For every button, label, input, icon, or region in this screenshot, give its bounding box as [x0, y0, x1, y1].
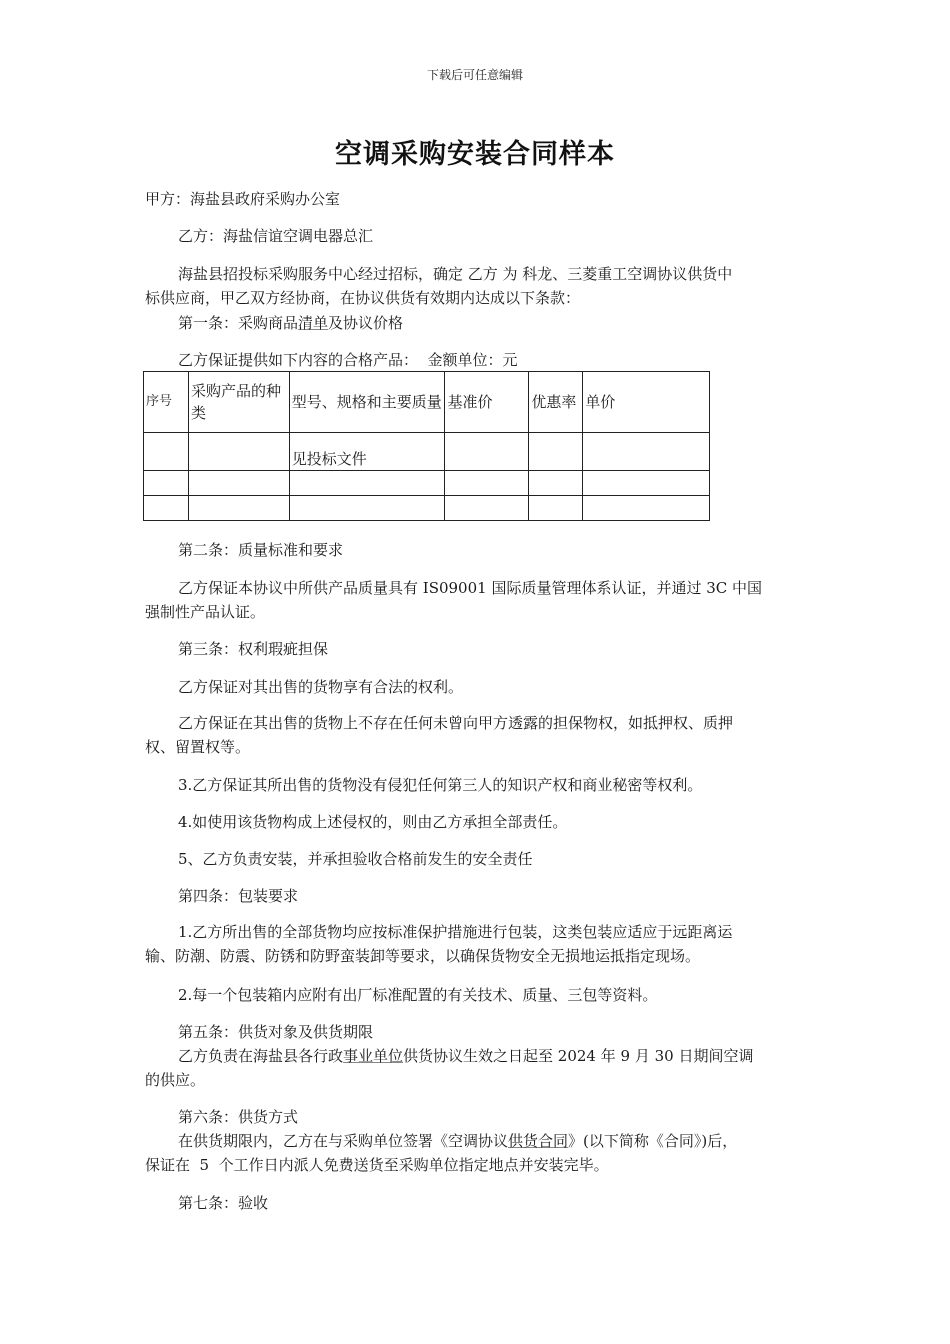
header-cell: 单价 [583, 372, 710, 433]
article-5-line-2: 的供应。 [145, 1071, 206, 1089]
article-6-text: 在供货期限内，乙方在与采购单位签署《空调协议 [178, 1132, 509, 1150]
table-cell [144, 496, 189, 521]
header-cell: 型号、规格和主要质量 [289, 372, 445, 433]
article-1-heading [178, 311, 810, 335]
table-cell [144, 471, 189, 496]
article-3-paragraph-3: 3.乙方保证其所出售的货物没有侵犯任何第三人的知识产权和商业秘密等权利。 [178, 776, 703, 794]
table-row [144, 433, 710, 471]
table-cell [583, 433, 710, 471]
article-6-line-2: 保证在 5 个工作日内派人免费送货至采购单位指定地点并安装完毕。 [145, 1156, 609, 1174]
header-cell: 优惠率 [529, 372, 583, 433]
article-4-paragraph-2: 2.每一个包装箱内应附有出厂标准配置的有关技术、质量、三包等资料。 [178, 986, 658, 1004]
article-5-heading: 第五条：供货对象及供货期限 [178, 1023, 374, 1041]
products-table [143, 371, 710, 521]
article-2-heading: 第二条：质量标准和要求 [178, 541, 344, 559]
article-5-text-after: 供货协议生效之日起至 2024 年 9 月 30 日期间空调 [403, 1047, 754, 1065]
article-3-p2-line-2: 权、留置权等。 [145, 738, 251, 756]
table-cell [529, 496, 583, 521]
article-5-paragraph [145, 1044, 810, 1092]
article-4-p1-line-1: 1.乙方所出售的全部货物均应按标准保护措施进行包装，这类包装应适应于远距离运 [178, 923, 733, 941]
article-2-paragraph [145, 576, 810, 624]
article-4-paragraph-1 [145, 920, 810, 968]
table-header-row [144, 372, 710, 433]
table-cell [583, 471, 710, 496]
intro-line-2: 标供应商，甲乙双方经协商，在协议供货有效期内达成以下条款： [145, 289, 581, 307]
table-cell [289, 496, 445, 521]
article-5-line-1 [145, 1044, 810, 1068]
header-cell: 采购产品的种类 [188, 372, 289, 433]
article-3-heading: 第三条：权利瑕疵担保 [178, 640, 329, 658]
list-link[interactable]: 清单 [298, 314, 329, 332]
article-1-note: 乙方保证提供如下内容的合格产品： 金额单位：元 [178, 351, 518, 369]
table-cell [445, 471, 529, 496]
article-4-p1-line-2: 输、防潮、防震、防锈和防野蛮装卸等要求，以确保货物安全无损地运抵指定现场。 [145, 947, 701, 965]
article-2-line-1: 乙方保证本协议中所供产品质量具有 IS09001 国际质量管理体系认证，并通过 3C 中国 [178, 579, 763, 597]
table-cell [289, 471, 445, 496]
article-1-text: 第一条：采购商品 [178, 314, 299, 332]
article-6-paragraph [145, 1129, 810, 1177]
article-6-heading: 第六条：供货方式 [178, 1108, 299, 1126]
article-3-paragraph-4: 4.如使用该货物构成上述侵权的，则由乙方承担全部责任。 [178, 813, 568, 831]
table-cell [529, 471, 583, 496]
supply-contract-link[interactable]: 供货合同 [508, 1132, 569, 1150]
public-institution-link[interactable]: 事业单位 [343, 1047, 404, 1065]
header-cell: 基准价 [445, 372, 529, 433]
intro-line-1: 海盐县招投标采购服务中心经过招标，确定 乙方 为 科龙、三菱重工空调协议供货中 [178, 265, 733, 283]
article-6-line-1 [145, 1129, 810, 1153]
intro-paragraph [145, 262, 810, 310]
article-3-paragraph-2 [145, 711, 810, 759]
table-cell [188, 433, 289, 471]
table-cell [583, 496, 710, 521]
table-cell [445, 496, 529, 521]
table-cell [144, 433, 189, 471]
article-3-paragraph-5: 5、乙方负责安装，并承担验收合格前发生的安全责任 [178, 850, 533, 868]
table-cell [188, 471, 289, 496]
header-note: 下载后可任意编辑 [426, 68, 523, 82]
article-7-heading: 第七条：验收 [178, 1194, 269, 1212]
article-1-text-after: 及协议价格 [328, 314, 404, 332]
table-row [144, 471, 710, 496]
party-b: 乙方：海盐信谊空调电器总汇 [178, 227, 374, 245]
table-row [144, 496, 710, 521]
document-title: 空调采购安装合同样本 [335, 139, 615, 170]
article-6-text-after: 》(以下简称《合同》)后， [568, 1132, 738, 1150]
table-cell [529, 433, 583, 471]
article-5-text: 乙方负责在海盐县各行政 [178, 1047, 344, 1065]
table-cell: 见投标文件 [289, 433, 445, 471]
table-cell [188, 496, 289, 521]
party-a: 甲方：海盐县政府采购办公室 [145, 190, 341, 208]
article-4-heading: 第四条：包装要求 [178, 887, 299, 905]
article-3-p2-line-1: 乙方保证在其出售的货物上不存在任何未曾向甲方透露的担保物权，如抵押权、质押 [178, 714, 734, 732]
article-2-line-2: 强制性产品认证。 [145, 603, 266, 621]
article-3-paragraph-1: 乙方保证对其出售的货物享有合法的权利。 [178, 678, 464, 696]
table-cell [445, 433, 529, 471]
header-cell: 序号 [144, 372, 189, 433]
